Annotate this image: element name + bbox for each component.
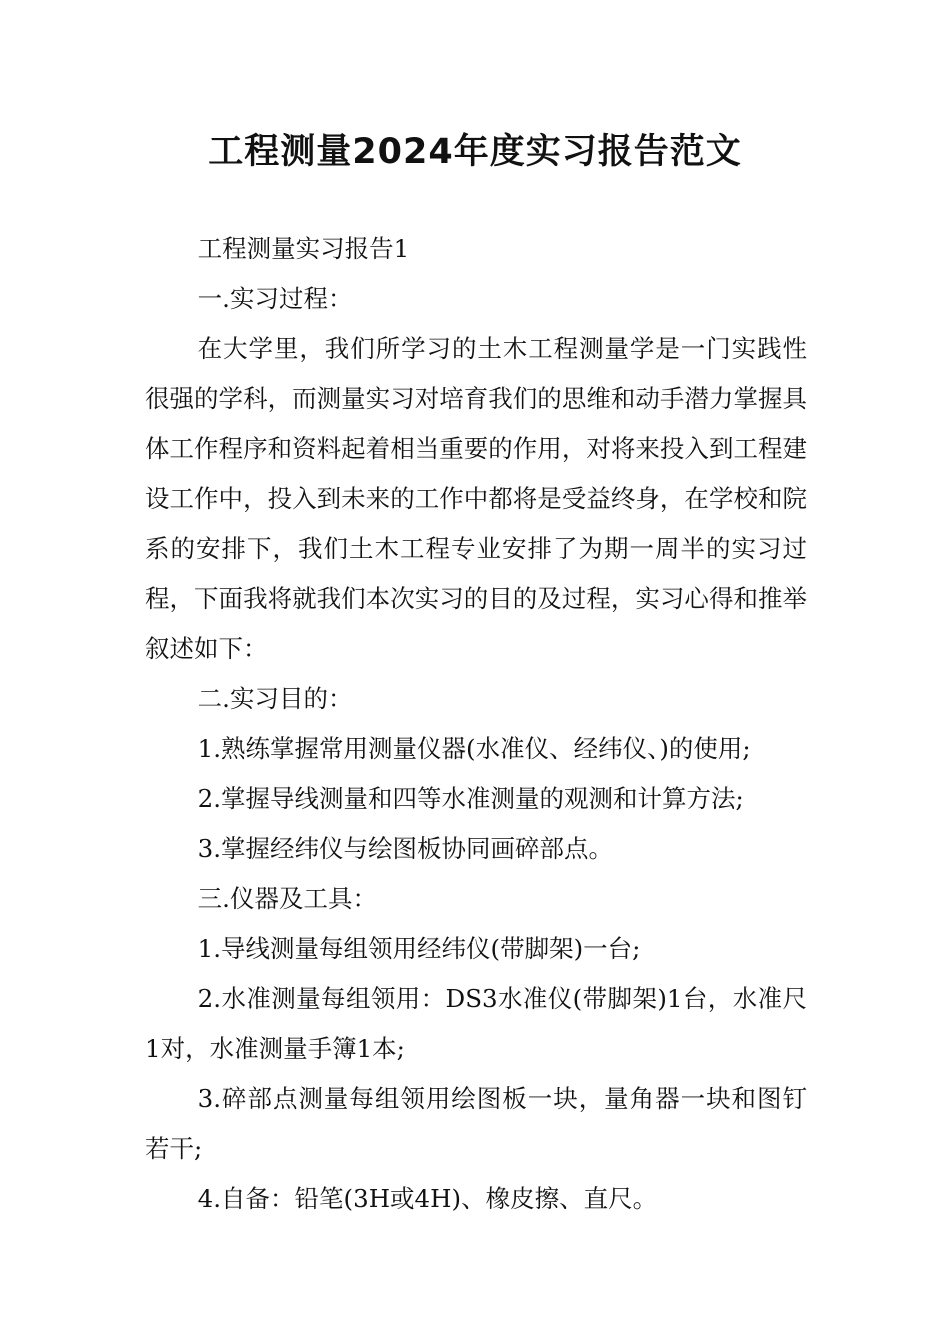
list-item: 2.水准测量每组领用：DS3水准仪(带脚架)1台，水准尺1对，水准测量手簿1本;	[145, 984, 807, 1063]
subsection-heading: 一.实习过程：	[197, 284, 353, 313]
document-body	[145, 224, 807, 1224]
section-heading: 工程测量实习报告1	[197, 234, 410, 263]
list-item: 3.碎部点测量每组领用绘图板一块，量角器一块和图钉若干;	[145, 1084, 807, 1163]
list-item: 1.导线测量每组领用经纬仪(带脚架)一台;	[197, 934, 641, 963]
list-item: 3.掌握经纬仪与绘图板协同画碎部点。	[197, 834, 614, 863]
document-title: 工程测量2024年度实习报告范文	[208, 132, 742, 172]
list-item: 2.掌握导线测量和四等水准测量的观测和计算方法;	[197, 784, 744, 813]
list-item: 1.熟练掌握常用测量仪器(水准仪、经纬仪、)的使用;	[197, 734, 751, 763]
list-item: 4.自备：铅笔(3H或4H)、橡皮擦、直尺。	[197, 1184, 658, 1213]
subsection-heading: 二.实习目的：	[197, 684, 353, 713]
paragraph: 在大学里，我们所学习的土木工程测量学是一门实践性很强的学科，而测量实习对培育我们的思维和动手潜力掌握具体工作程序和资料起着相当重要的作用，对将来投入到工程建设工作中，投入到未来的工作中都将是受益终身，在学校和院系的安排下，我们土木工程专业安排了为期一周半的实习过程，下面我将就我们本次实习的目的及过程，实习心得和推举叙述如下：	[145, 334, 807, 663]
subsection-heading: 三.仪器及工具：	[197, 884, 377, 913]
